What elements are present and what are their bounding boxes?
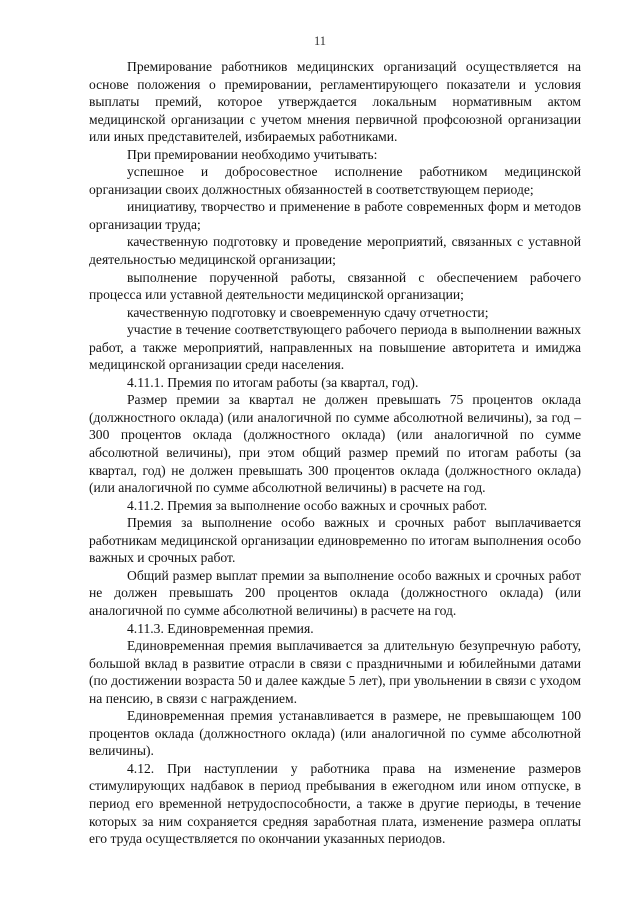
section-heading: 4.11.3. Единовременная премия. xyxy=(127,620,314,636)
paragraph: 4.12. При наступлении у работника права на изменение размеров стимулирующих надбавок в период пребывания в ежегодном или ином отпуске, в период его временной нетрудоспособности, а также в другие периоды, в течение которых за ним сохраняется средняя заработная плата, изменение размера оплаты его труда осуществляется по окончании указанных периодов. xyxy=(89,760,581,847)
paragraph: Единовременная премия устанавливается в размере, не превышающем 100 процентов оклада (должностного оклада) (или аналогичной по сумме абсолютной величины). xyxy=(89,708,581,759)
document-body xyxy=(89,58,581,848)
paragraph: Общий размер выплат премии за выполнение особо важных и срочных работ не должен превышать 200 процентов оклада (должностного оклада) (или аналогичной по сумме абсолютной величины) в расчете на год. xyxy=(89,567,581,618)
paragraph: Размер премии за квартал не должен превышать 75 процентов оклада (должностного оклада) (или аналогичной по сумме абсолютной величины), за год – 300 процентов оклада (должностного оклада) (или аналогичной по сумме абсолютной величины), при этом общий размер премий по итогам работы (за квартал, год) не должен превышать 300 процентов оклада (должностного оклада) (или аналогичной по сумме абсолютной величины) в расчете на год. xyxy=(89,392,581,496)
paragraph: инициативу, творчество и применение в работе современных форм и методов организации труда; xyxy=(89,199,581,232)
paragraph: Премия за выполнение особо важных и срочных работ выплачивается работникам медицинской организации единовременно по итогам выполнения особо важных и срочных работ. xyxy=(89,515,581,566)
page-number: 11 xyxy=(313,34,327,48)
paragraph: При премировании необходимо учитывать: xyxy=(127,146,378,162)
paragraph: выполнение порученной работы, связанной с обеспечением рабочего процесса или уставной деятельности медицинской организации; xyxy=(89,269,581,303)
paragraph: Единовременная премия выплачивается за длительную безупречную работу, большой вклад в развитие отрасли в связи с праздничными и юбилейными датами (по достижении возраста 50 и далее каждые 5 лет), при увольнении в связи с уходом на пенсию, в связи с награждением. xyxy=(89,638,581,706)
paragraph: Премирование работников медицинских организаций осуществляется на основе положения о премировании, регламентирующего показатели и условия выплаты премий, которое утверждается локальным нормативным актом медицинской организации с учетом мнения первичной профсоюзной организации или иных представителей, избираемых работниками. xyxy=(89,59,581,145)
paragraph: участие в течение соответствующего рабочего периода в выполнении важных работ, а также мероприятий, направленных на повышение авторитета и имиджа медицинской организации среди населения. xyxy=(89,322,581,373)
paragraph: качественную подготовку и проведение мероприятий, связанных с уставной деятельностью медицинской организации; xyxy=(89,234,581,268)
section-heading: 4.11.2. Премия за выполнение особо важных и срочных работ. xyxy=(127,497,488,513)
paragraph: успешное и добросовестное исполнение работником медицинской организации своих должностных обязанностей в соответствующем периоде; xyxy=(89,164,581,197)
paragraph: качественную подготовку и своевременную сдачу отчетности; xyxy=(127,304,489,320)
section-heading: 4.11.1. Премия по итогам работы (за квартал, год). xyxy=(127,374,419,390)
